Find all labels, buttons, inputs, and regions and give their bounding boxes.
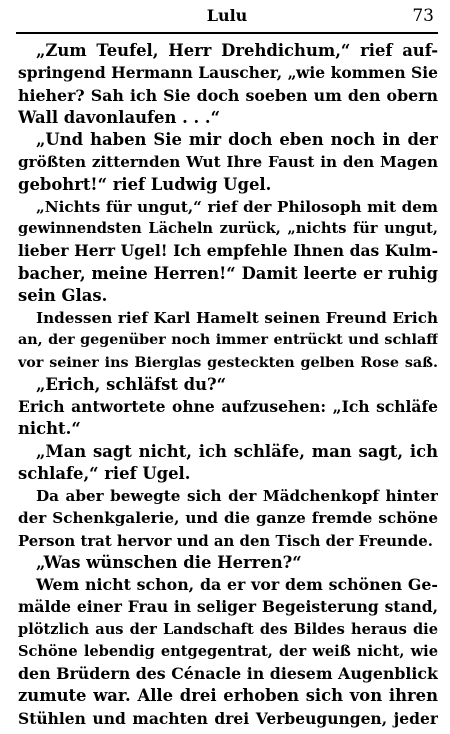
text-line: nicht.“ xyxy=(18,419,81,439)
text-line: Erich antwortete ohne aufzusehen: „Ich schläfe xyxy=(18,397,438,416)
text-line: springend Hermann Lauscher, „wie kommen Sie xyxy=(18,63,438,83)
text-line: Indessen rief Karl Hamelt seinen Freund Erich xyxy=(36,309,438,327)
text-line: gebohrt!“ rief Ludwig Ugel. xyxy=(18,174,272,194)
text-line: lieber Herr Ugel! Ich empfehle Ihnen das Kulm- xyxy=(18,241,438,261)
text-line: „Man sagt nicht, ich schläfe, man sagt, ich xyxy=(36,441,438,461)
text-line: sein Glas. xyxy=(18,285,108,305)
text-line: Wem nicht schon, da er vor dem schönen Ge- xyxy=(36,575,438,594)
text-line: Schöne lebendig entgegentrat, der weiß nicht, wie xyxy=(18,642,438,660)
text-line: schlafe,“ rief Ugel. xyxy=(18,463,191,483)
body-text xyxy=(18,40,438,730)
text-line: Stühlen und machten drei Verbeugungen, jeder xyxy=(18,708,438,728)
text-line: vor seiner ins Bierglas gesteckten gelben Rose saß. xyxy=(18,354,438,371)
text-line: plötzlich aus der Landschaft des Bildes heraus die xyxy=(18,620,438,638)
text-line: „Erich, schläfst du?“ xyxy=(36,374,227,394)
text-line: an, der gegenüber noch immer entrückt und schlaff xyxy=(18,332,438,349)
text-line: mälde einer Frau in seliger Begeisterung stand, xyxy=(18,597,438,617)
text-line: bacher, meine Herren!“ Damit leerte er ruhig xyxy=(18,263,438,283)
text-line: größten zitternden Wut Ihre Faust in den Magen xyxy=(18,153,438,172)
text-line: den Brüdern des Cénacle in diesem Augenblick xyxy=(18,664,438,683)
text-line: der Schenkgalerie, und die ganze fremde schöne xyxy=(18,509,438,528)
text-line: Da aber bewegte sich der Mädchenkopf hinter xyxy=(36,487,438,505)
text-line: Wall davonlaufen . . .“ xyxy=(18,107,221,127)
text-line: „Und haben Sie mir doch eben noch in der xyxy=(36,130,438,149)
text-line: „Zum Teufel, Herr Drehdichum,“ rief auf- xyxy=(36,41,438,60)
header-rule xyxy=(16,32,438,34)
text-line: „Was wünschen die Herren?“ xyxy=(36,552,302,572)
text-line: Person trat hervor und an den Tisch der Freunde. xyxy=(18,531,433,550)
text-line: zumute war. Alle drei erhoben sich von ihren xyxy=(18,686,438,706)
page-number: 73 xyxy=(412,6,434,26)
text-line: „Nichts für ungut,“ rief der Philosoph mit dem xyxy=(36,197,438,216)
text-line: hieher? Sah ich Sie doch soeben um den obern xyxy=(18,85,438,105)
text-line: gewinnendsten Lächeln zurück, „nichts für ungut, xyxy=(18,220,438,237)
page-header xyxy=(18,6,436,26)
running-title: Lulu xyxy=(206,6,248,25)
